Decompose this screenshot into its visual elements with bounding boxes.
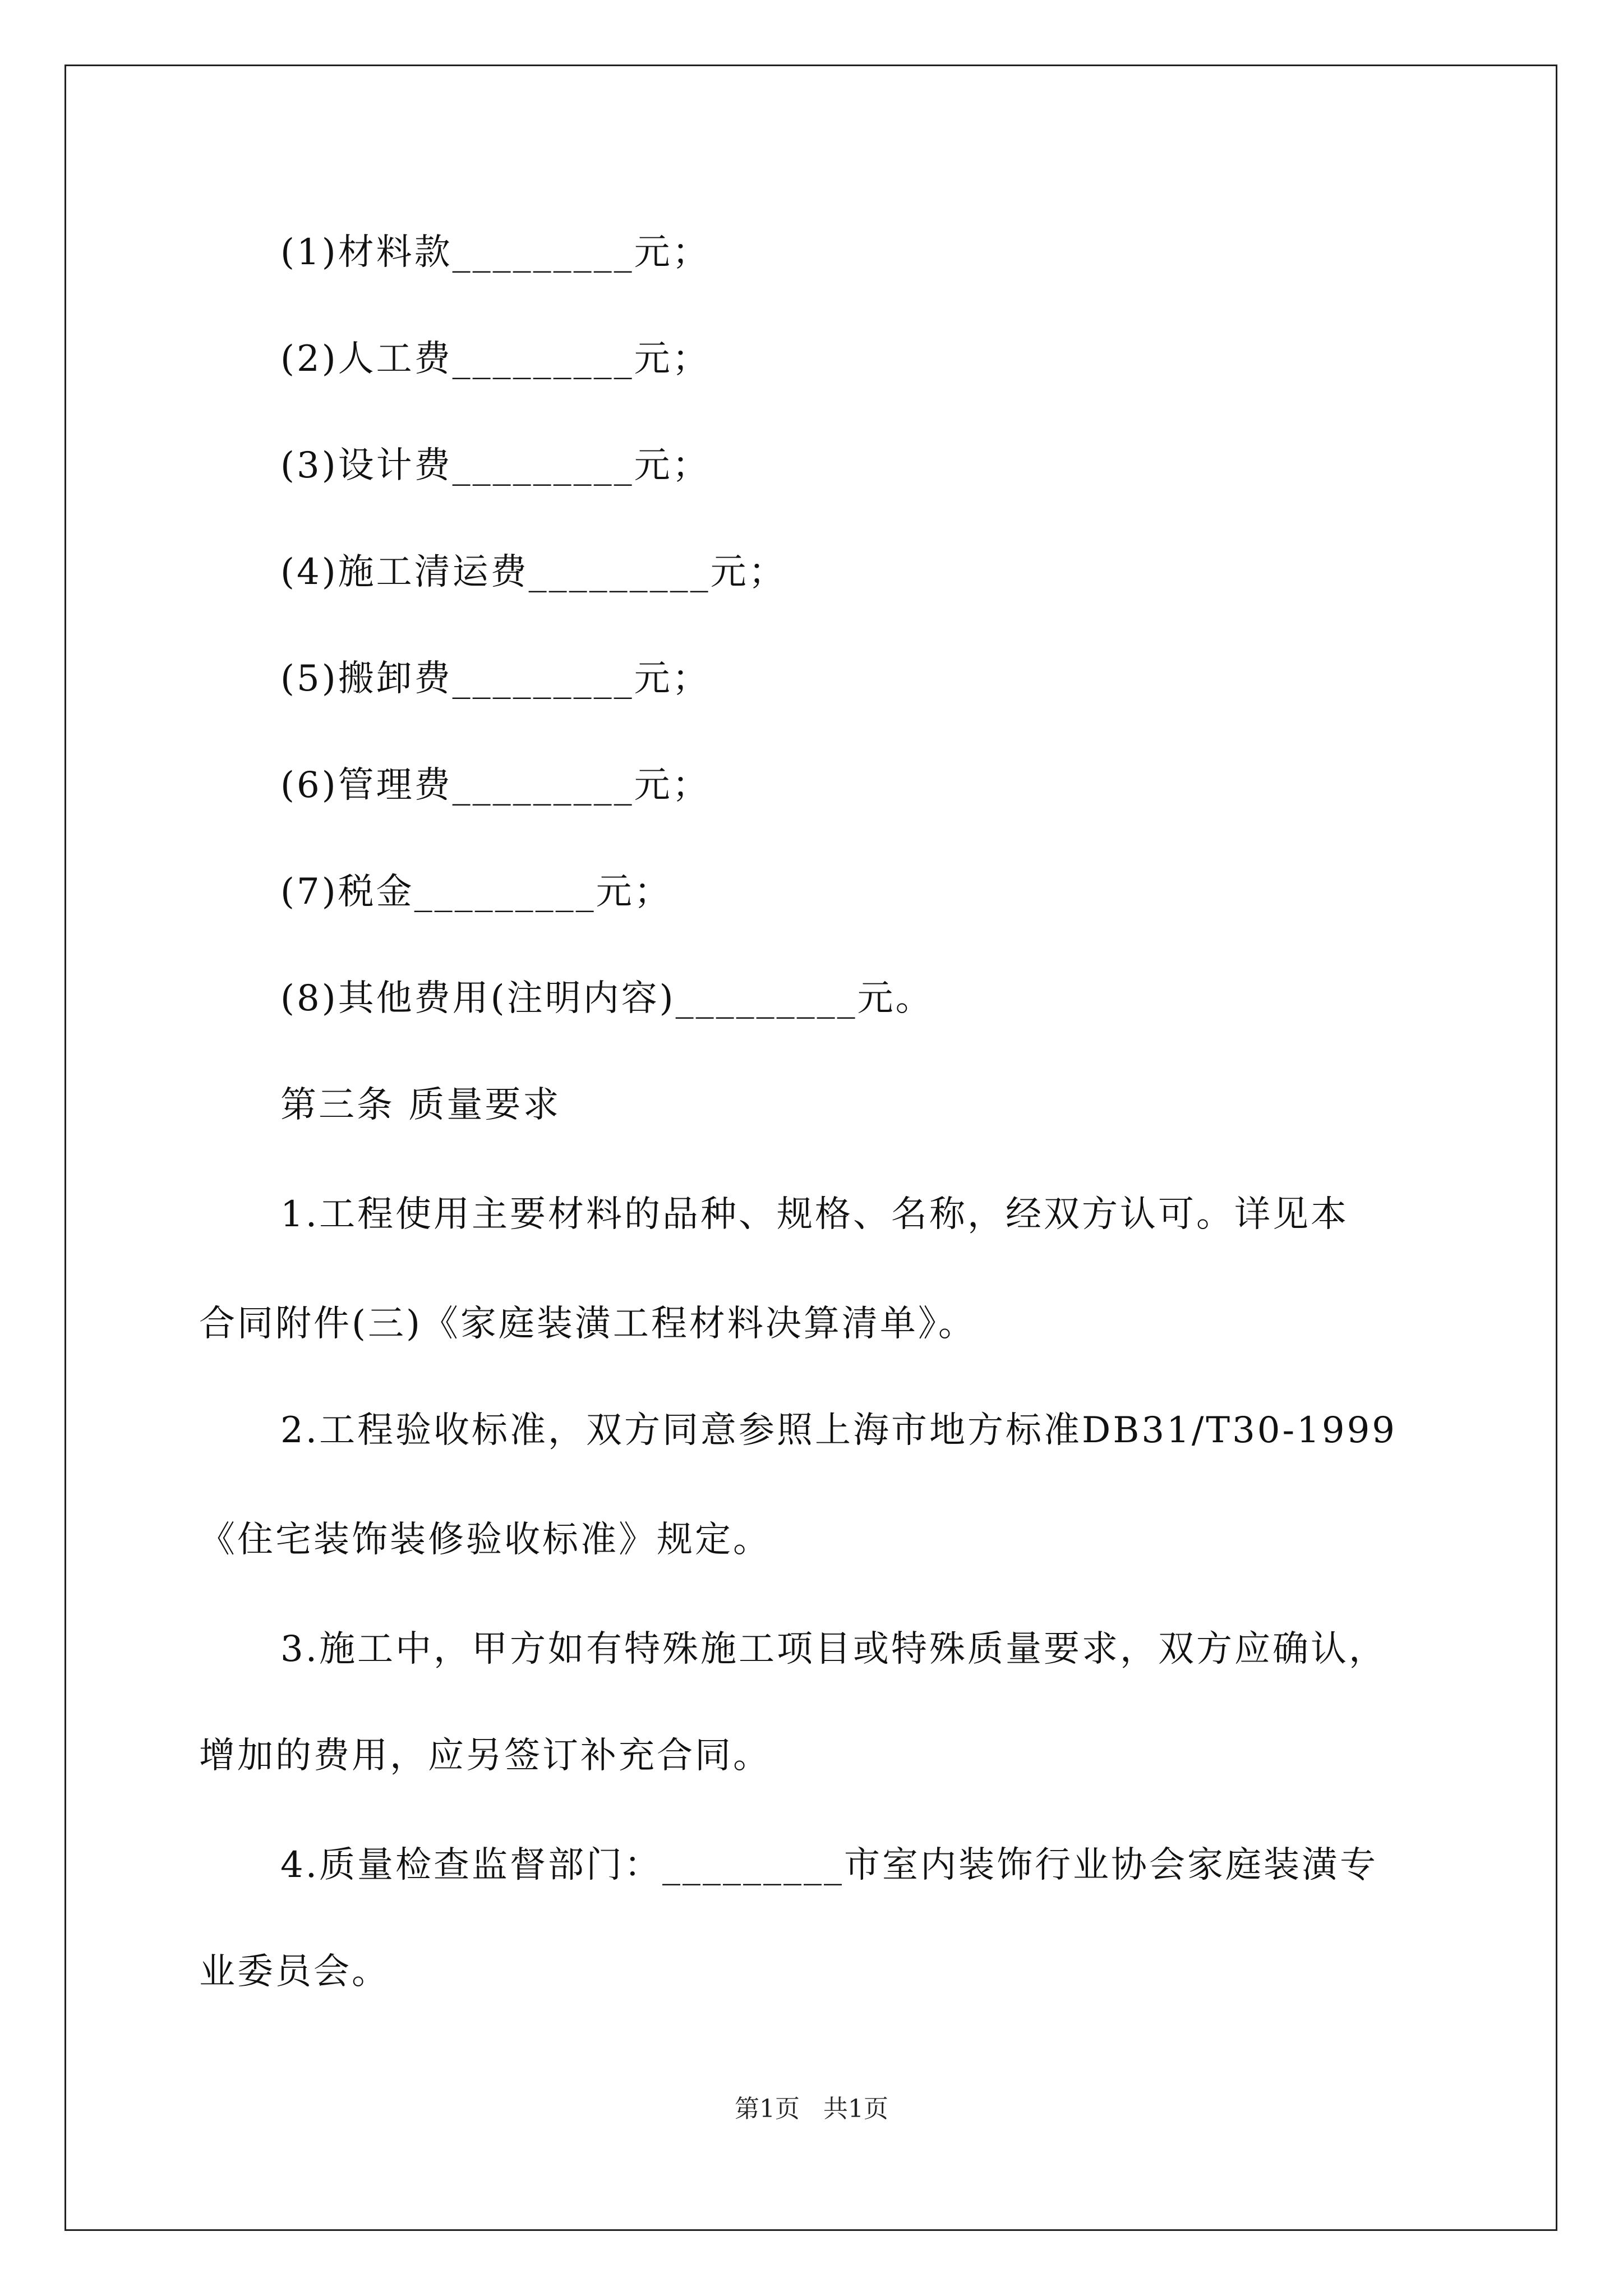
clause-2-line-1: 2.工程验收标准，双方同意参照上海市地方标准DB31/T30-1999 — [280, 1410, 1398, 1451]
fee-item-moving: (5)搬卸费_________元； — [280, 658, 711, 700]
clause-2-line-2: 《住宅装饰装修验收标准》规定。 — [199, 1519, 771, 1561]
fee-item-tax: (7)税金_________元； — [280, 871, 672, 913]
fee-item-materials: (1)材料款_________元； — [280, 232, 711, 273]
clause-4-line-2: 业委员会。 — [199, 1951, 390, 1993]
page-border — [64, 65, 1557, 2231]
fee-item-labor: (2)人工费_________元； — [280, 338, 711, 380]
page-footer: 第1页 共1页 — [735, 2095, 888, 2123]
fee-item-design: (3)设计费_________元； — [280, 445, 711, 486]
fee-item-cleanup: (4)施工清运费_________元； — [280, 551, 787, 593]
fee-item-management: (6)管理费_________元； — [280, 765, 711, 806]
section-title: 第三条 质量要求 — [280, 1084, 561, 1126]
clause-1-line-2: 合同附件(三)《家庭装潢工程材料决算清单》。 — [199, 1303, 976, 1345]
clause-1-line-1: 1.工程使用主要材料的品种、规格、名称，经双方认可。详见本 — [280, 1194, 1349, 1235]
clause-3-line-1: 3.施工中，甲方如有特殊施工项目或特殊质量要求，双方应确认， — [280, 1628, 1387, 1670]
clause-3-line-2: 增加的费用，应另签订补充合同。 — [199, 1735, 771, 1777]
fee-item-other: (8)其他费用(注明内容)_________元。 — [280, 978, 934, 1019]
clause-4-line-1: 4.质量检查监督部门：_________市室内装饰行业协会家庭装潢专 — [280, 1844, 1378, 1886]
